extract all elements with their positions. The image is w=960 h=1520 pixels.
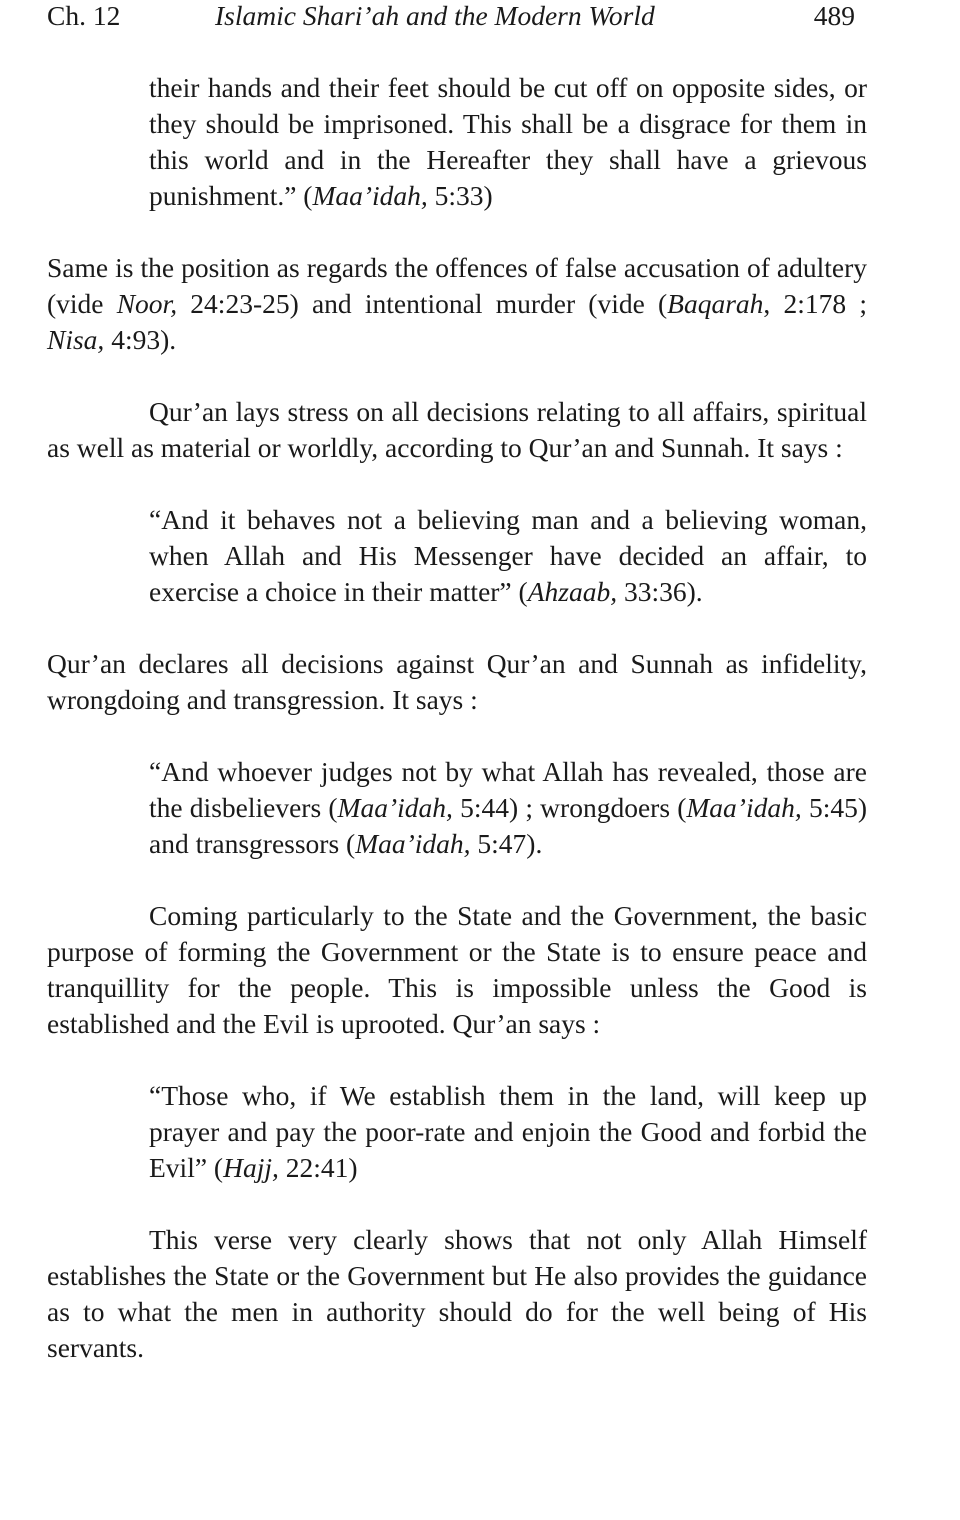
page-number: 489 (813, 0, 855, 31)
paragraph-false-accusation: Same is the position as regards the offences of false accusation of adultery (vide Noor, 24:23-25) and intentional murder (vide (Baqarah, 2:178 ; Nisa, 4:93). (47, 252, 867, 355)
running-header (47, 0, 855, 36)
page-body (47, 70, 867, 1366)
block-quote-maaidah-5-33: their hands and their feet should be cut off on opposite sides, or they should be imprisoned. This shall be a disgrace for them in this world and in the Hereafter they shall have a grievous punishment.” (Maa’idah, 5:33) (149, 72, 867, 211)
block-quote-ahzaab: “And it behaves not a believing man and a believing woman, when Allah and His Messenger have decided an affair, to exercise a choice in their matter” (Ahzaab, 33:36). (149, 504, 867, 607)
book-title: Islamic Shari’ah and the Modern World (215, 0, 655, 31)
paragraph-declares: Qur’an declares all decisions against Qur’an and Sunnah as infidelity, wrongdoing and transgression. It says : (47, 648, 867, 715)
paragraph-verse-shows: This verse very clearly shows that not only Allah Himself establishes the State or the Government but He also provides the guidance as to what the men in authority should do for the well being of His servants. (47, 1224, 867, 1363)
chapter-label: Ch. 12 (47, 0, 121, 31)
block-quote-maaidah-judges: “And whoever judges not by what Allah has revealed, those are the disbelievers (Maa’idah, 5:44) ; wrongdoers (Maa’idah, 5:45) and transgressors (Maa’idah, 5:47). (149, 756, 867, 859)
paragraph-state-government: Coming particularly to the State and the Government, the basic purpose of forming the Government or the State is to ensure peace and tranquillity for the people. This is impossible unless the Good is established and the Evil is uprooted. Qur’an says : (47, 900, 867, 1039)
block-quote-hajj: “Those who, if We establish them in the land, will keep up prayer and pay the poor-rate and enjoin the Good and forbid the Evil” (Hajj, 22:41) (149, 1080, 867, 1183)
paragraph-decisions: Qur’an lays stress on all decisions relating to all affairs, spiritual as well as material or worldly, according to Qur’an and Sunnah. It says : (47, 396, 867, 463)
